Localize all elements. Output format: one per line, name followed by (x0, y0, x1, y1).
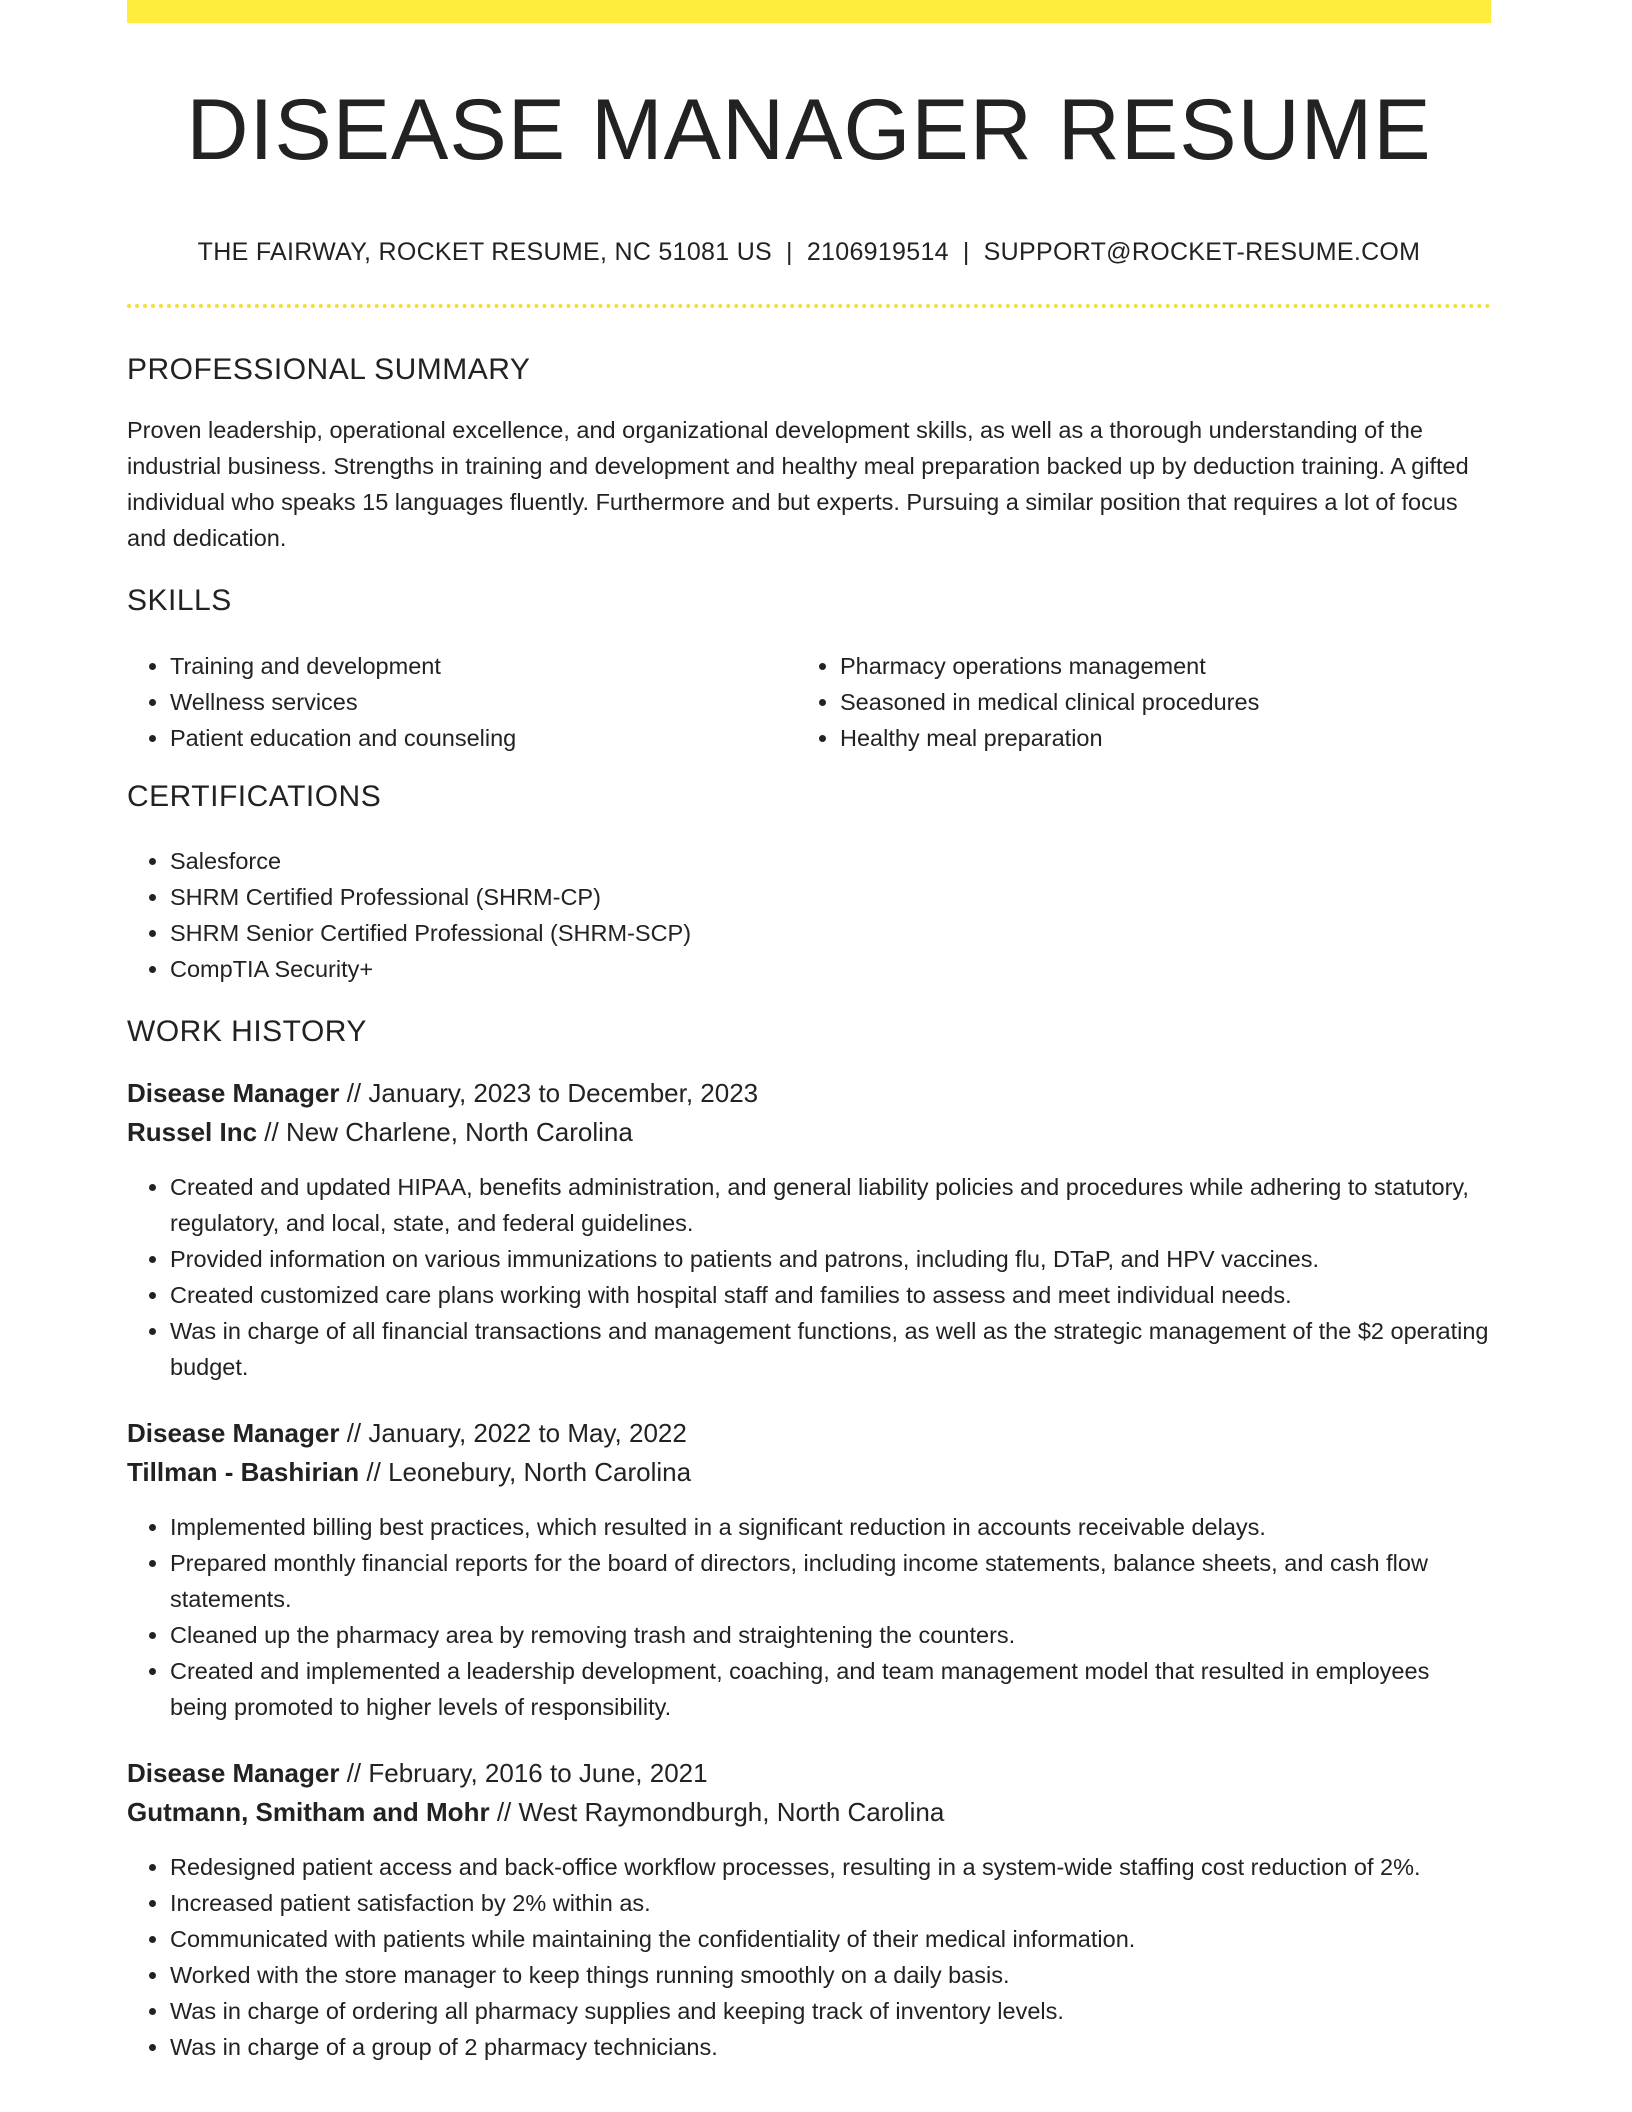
job-location: West Raymondburgh, North Carolina (518, 1797, 945, 1827)
skills-left-column (127, 648, 797, 756)
job-company: Gutmann, Smitham and Mohr (127, 1797, 490, 1827)
job-bullets-wrap (127, 1509, 1491, 1725)
job-bullet: • Communicated with patients while maintaining the confidentiality of their medical information. (170, 1921, 1491, 1957)
accent-bar (127, 0, 1491, 23)
skills-heading: SKILLS (127, 584, 232, 617)
skills-list-right (797, 648, 1491, 756)
job-title: Disease Manager (127, 1418, 340, 1448)
job-bullet: • Cleaned up the pharmacy area by removing trash and straightening the counters. (170, 1617, 1491, 1653)
contact-address: THE FAIRWAY, ROCKET RESUME, NC 51081 US (197, 238, 773, 266)
job-bullet: • Was in charge of ordering all pharmacy supplies and keeping track of inventory levels. (170, 1993, 1491, 2029)
job-location: New Charlene, North Carolina (285, 1117, 633, 1147)
job-bullet: • Provided information on various immunizations to patients and patrons, including flu, DTaP, and HPV vaccines. (170, 1241, 1491, 1277)
job-bullet: • Prepared monthly financial reports for the board of directors, including income statements, balance sheets, and cash flow statements. (170, 1545, 1491, 1617)
job-bullets (127, 1169, 1491, 1385)
job-bullets (127, 1509, 1491, 1725)
certifications-heading: CERTIFICATIONS (127, 780, 382, 813)
job-company-line (127, 1113, 633, 1151)
skill-item: • Seasoned in medical clinical procedures (840, 684, 1491, 720)
certifications-list (127, 843, 1491, 987)
job-bullet: • Implemented billing best practices, which resulted in a significant reduction in accounts receivable delays. (170, 1509, 1491, 1545)
contact-info (127, 236, 1491, 268)
contact-separator: | (962, 238, 970, 266)
contact-separator: | (786, 238, 793, 266)
certification-item: • SHRM Certified Professional (SHRM-CP) (170, 879, 1491, 915)
job-bullets-wrap (127, 1849, 1491, 2065)
job-bullet: • Redesigned patient access and back-office workflow processes, resulting in a system-wide staffing cost reduction of 2%. (170, 1849, 1491, 1885)
skill-item: • Patient education and counseling (170, 720, 797, 756)
job-dates: January, 2023 to December, 2023 (368, 1078, 759, 1108)
job-company: Tillman - Bashirian (127, 1457, 360, 1487)
job-bullet: • Created and implemented a leadership development, coaching, and team management model that resulted in employees being promoted to higher levels of responsibility. (170, 1653, 1491, 1725)
summary-text: Proven leadership, operational excellence, and organizational development skills, as well as a thorough understanding of the industrial business. Strengths in training and development and healthy meal preparation backed up by deduction training. A gifted individual who speaks 15 languages fluently. Furthermore and but experts. Pursuing a similar position that requires a lot of focus and dedication. (127, 417, 1469, 551)
job-bullet: • Created and updated HIPAA, benefits administration, and general liability policies and procedures while adhering to statutory, regulatory, and local, state, and federal guidelines. (170, 1169, 1491, 1241)
certification-item: • Salesforce (170, 843, 1491, 879)
job-dates: February, 2016 to June, 2021 (368, 1758, 708, 1788)
job-title: Disease Manager (127, 1078, 340, 1108)
header-divider (127, 304, 1491, 308)
job-bullet: • Increased patient satisfaction by 2% within as. (170, 1885, 1491, 1921)
job-separator: // (264, 1117, 279, 1147)
contact-email: SUPPORT@ROCKET-RESUME.COM (983, 238, 1421, 266)
work-history-heading: WORK HISTORY (127, 1015, 367, 1048)
certification-item: • SHRM Senior Certified Professional (SHRM-SCP) (170, 915, 1491, 951)
job-title-line (127, 1754, 708, 1792)
job-separator: // (346, 1078, 362, 1108)
skill-item: • Training and development (170, 648, 797, 684)
job-separator: // (366, 1457, 381, 1487)
contact-phone: 2106919514 (806, 238, 949, 266)
job-bullet: • Created customized care plans working with hospital staff and families to assess and meet individual needs. (170, 1277, 1491, 1313)
job-title-line (127, 1414, 687, 1452)
job-bullets (127, 1849, 1491, 2065)
job-bullet: • Was in charge of a group of 2 pharmacy technicians. (170, 2029, 1491, 2065)
skills-list-left (127, 648, 797, 756)
job-separator: // (346, 1418, 362, 1448)
job-title-line (127, 1074, 758, 1112)
page-title: DISEASE MANAGER RESUME (186, 82, 1432, 178)
skills-right-column (797, 648, 1491, 756)
job-bullets-wrap (127, 1169, 1491, 1385)
job-bullet: • Worked with the store manager to keep things running smoothly on a daily basis. (170, 1957, 1491, 1993)
job-location: Leonebury, North Carolina (388, 1457, 692, 1487)
skill-item: • Wellness services (170, 684, 797, 720)
job-company: Russel Inc (127, 1117, 258, 1147)
job-title: Disease Manager (127, 1758, 340, 1788)
job-bullet: • Was in charge of all financial transactions and management functions, as well as the strategic management of the $2 operating budget. (170, 1313, 1491, 1385)
job-company-line (127, 1453, 691, 1491)
certification-item: • CompTIA Security+ (170, 951, 1491, 987)
job-separator: // (346, 1758, 362, 1788)
skill-item: • Pharmacy operations management (840, 648, 1491, 684)
job-separator: // (496, 1797, 512, 1827)
certifications-list-wrap (127, 843, 1491, 987)
job-company-line (127, 1793, 944, 1831)
job-dates: January, 2022 to May, 2022 (368, 1418, 687, 1448)
summary-heading: PROFESSIONAL SUMMARY (127, 353, 531, 386)
skill-item: • Healthy meal preparation (840, 720, 1491, 756)
